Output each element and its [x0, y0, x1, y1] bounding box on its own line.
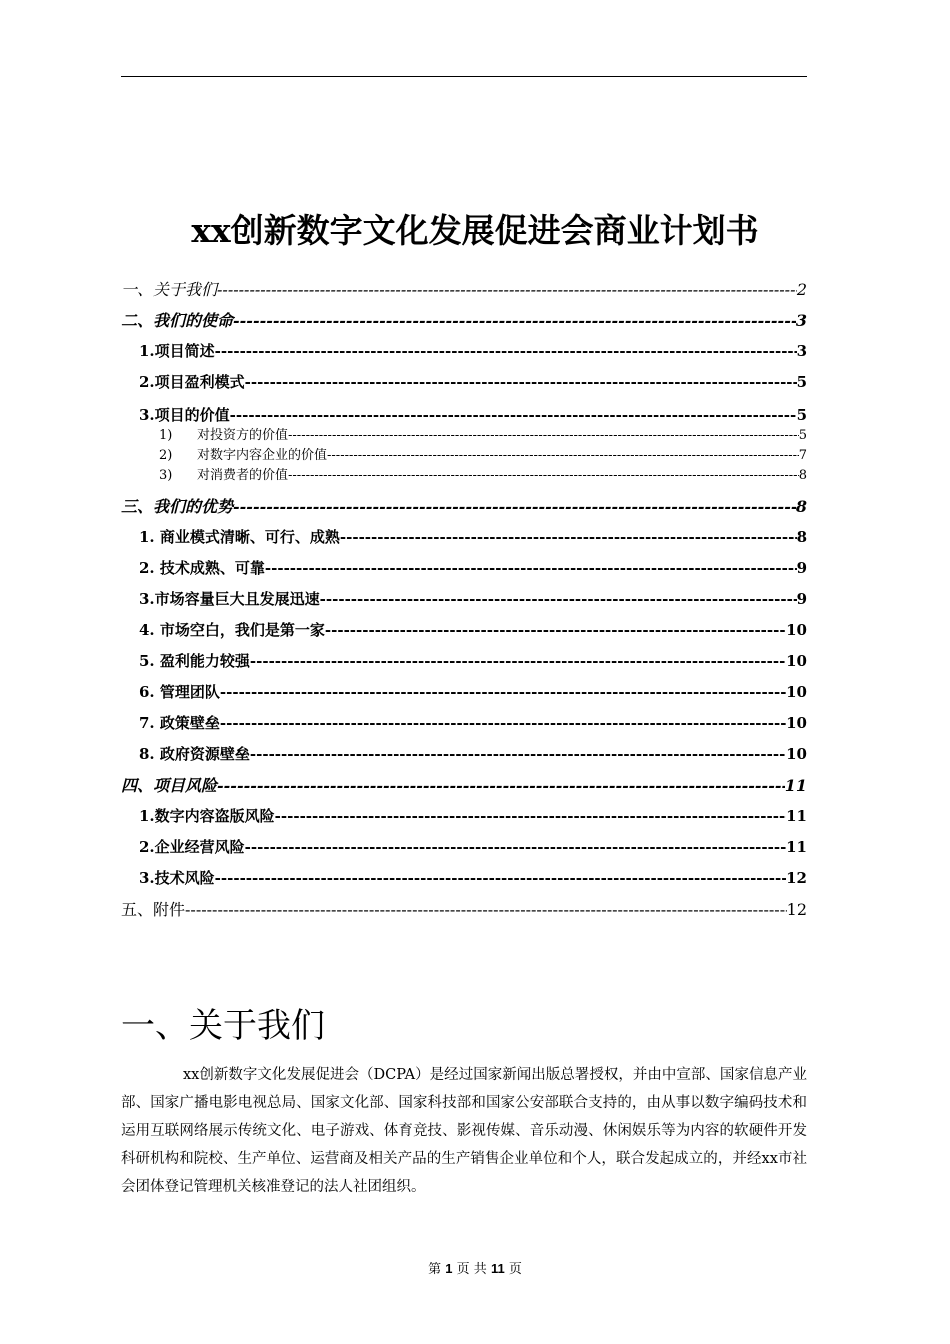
- toc-leader: [275, 801, 786, 832]
- footer-prefix: 第: [428, 1262, 442, 1277]
- footer-total-pages: 11: [490, 1261, 505, 1276]
- toc-entry-page: 10: [786, 714, 807, 732]
- toc-entry-page: 7: [798, 448, 807, 463]
- toc-entry-label: 3.市场容量巨大且发展迅速: [139, 590, 320, 608]
- toc-leader: [288, 426, 799, 446]
- toc-entry-text: 对投资方的价值: [197, 428, 289, 443]
- toc-entry-page: 8: [798, 468, 807, 483]
- toc-leader: [230, 404, 797, 426]
- toc-entry[interactable]: [121, 832, 807, 863]
- toc-entry-label: 8. 政府资源壁垒: [139, 745, 250, 763]
- toc-entry-label: 二、我们的使命: [121, 311, 234, 330]
- toc-entry[interactable]: [121, 677, 807, 708]
- toc-entry[interactable]: [121, 426, 807, 446]
- toc-entry[interactable]: [121, 739, 807, 770]
- toc-entry-page: 11: [784, 776, 807, 795]
- toc-entry-label: 1.数字内容盗版风险: [139, 807, 275, 825]
- toc-entry-page: 8: [795, 497, 807, 516]
- footer-middle: 页 共: [456, 1262, 487, 1277]
- toc-entry-page: 11: [786, 838, 807, 856]
- toc-entry-page: 10: [786, 745, 807, 763]
- toc-entry[interactable]: [121, 367, 807, 398]
- toc-entry[interactable]: [121, 770, 807, 801]
- toc-entry-text: 对数字内容企业的价值: [197, 448, 328, 463]
- header-rule: [121, 76, 807, 77]
- toc-entry[interactable]: [121, 491, 807, 522]
- toc-entry-marker: 1): [159, 428, 173, 443]
- toc-leader: [288, 466, 799, 486]
- toc-entry-page: 10: [786, 621, 807, 639]
- toc-entry-label: 6. 管理团队: [139, 683, 220, 701]
- toc-leader: [245, 832, 786, 863]
- toc-entry-page: 12: [786, 869, 807, 887]
- toc-leader: [340, 522, 797, 553]
- toc-entry[interactable]: [121, 708, 807, 739]
- toc-entry-label: 五、附件: [121, 900, 186, 919]
- toc-entry-label: [159, 426, 288, 446]
- toc-entry[interactable]: [121, 894, 807, 925]
- toc-entry-label: 4. 市场空白，我们是第一家: [139, 621, 325, 639]
- toc-leader: [245, 367, 797, 398]
- toc-entry[interactable]: [121, 466, 807, 486]
- toc-entry-label: 3.项目的价值: [139, 406, 230, 424]
- toc-leader: [217, 274, 797, 305]
- toc-leader: [265, 553, 797, 584]
- body-paragraph: xx创新数字文化发展促进会（DCPA）是经过国家新闻出版总署授权，并由中宣部、国家信息产业部、国家广播电影电视总局、国家文化部、国家科技部和国家公安部联合支持的，由从事以数字编码技术和运用互联网络展示传统文化、电子游戏、体育竞技、影视传媒、音乐动漫、休闲娱乐等为内容的软硬件开发科研机构和院校、生产单位、运营商及相关产品的生产销售企业单位和个人，联合发起成立的，并经xx市社会团体登记管理机关核准登记的法人社团组织。: [121, 1067, 807, 1195]
- page-footer: [0, 1258, 950, 1277]
- toc-entry[interactable]: [121, 305, 807, 336]
- toc-leader: [250, 739, 786, 770]
- footer-suffix: 页: [508, 1262, 522, 1277]
- toc-entry-page: 3: [795, 311, 807, 330]
- toc-entry-page: 3: [796, 342, 807, 360]
- footer-current-page: 1: [445, 1261, 453, 1276]
- toc-entry-page: 10: [786, 683, 807, 701]
- toc-entry-page: 11: [786, 807, 807, 825]
- toc-entry-label: [159, 466, 288, 486]
- toc-entry-page: 9: [796, 559, 807, 577]
- toc-entry-label: 5. 盈利能力较强: [139, 652, 250, 670]
- toc-leader: [320, 584, 797, 615]
- toc-entry-label: 一、关于我们: [121, 280, 218, 299]
- toc-leader: [217, 770, 785, 801]
- toc-entry-marker: 2): [159, 448, 173, 463]
- toc-entry-label: 四、项目风险: [121, 776, 218, 795]
- toc-entry[interactable]: [121, 404, 807, 426]
- toc-entry-page: 5: [796, 406, 807, 424]
- toc-entry-marker: 3): [159, 468, 173, 483]
- toc-entry-label: 2. 技术成熟、可靠: [139, 559, 265, 577]
- toc-entry[interactable]: [121, 615, 807, 646]
- toc-entry[interactable]: [121, 446, 807, 466]
- table-of-contents: [121, 274, 807, 925]
- toc-entry-page: 5: [796, 373, 807, 391]
- toc-entry[interactable]: [121, 274, 807, 305]
- toc-entry-label: 7. 政策壁垒: [139, 714, 220, 732]
- toc-entry[interactable]: [121, 801, 807, 832]
- toc-leader: [215, 336, 797, 367]
- toc-entry[interactable]: [121, 336, 807, 367]
- document-title: xx创新数字文化发展促进会商业计划书: [191, 211, 759, 250]
- toc-leader: [327, 446, 799, 466]
- toc-entry[interactable]: [121, 863, 807, 894]
- toc-entry-page: 12: [786, 900, 807, 919]
- toc-entry-label: 3.技术风险: [139, 869, 215, 887]
- toc-entry[interactable]: [121, 522, 807, 553]
- toc-entry[interactable]: [121, 646, 807, 677]
- toc-entry-label: 2.项目盈利模式: [139, 373, 245, 391]
- section-heading: 一、关于我们: [121, 1006, 325, 1046]
- toc-leader: [250, 646, 786, 677]
- toc-leader: [220, 677, 786, 708]
- toc-entry-page: 5: [798, 428, 807, 443]
- toc-entry-label: 三、我们的优势: [121, 497, 234, 516]
- toc-entry-page: 2: [796, 280, 807, 299]
- toc-leader: [233, 305, 796, 336]
- toc-entry[interactable]: [121, 553, 807, 584]
- toc-leader: [325, 615, 786, 646]
- toc-entry-page: 8: [796, 528, 807, 546]
- toc-entry-label: 2.企业经营风险: [139, 838, 245, 856]
- toc-leader: [233, 491, 796, 522]
- toc-entry-label: 1. 商业模式清晰、可行、成熟: [139, 528, 340, 546]
- toc-entry-page: 10: [786, 652, 807, 670]
- toc-entry-label: [159, 446, 327, 466]
- toc-entry-label: 1.项目简述: [139, 342, 215, 360]
- toc-entry[interactable]: [121, 584, 807, 615]
- toc-leader: [220, 708, 786, 739]
- toc-leader: [185, 894, 787, 925]
- toc-leader: [215, 863, 786, 894]
- toc-entry-page: 9: [796, 590, 807, 608]
- toc-entry-text: 对消费者的价值: [197, 468, 289, 483]
